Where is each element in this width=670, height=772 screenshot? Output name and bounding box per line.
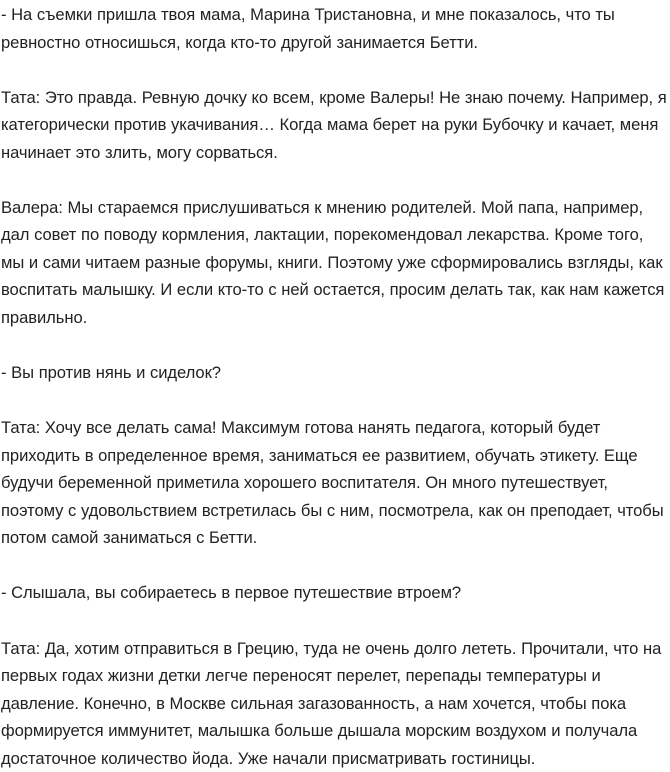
- paragraph-question-nannies: - Вы против нянь и сиделок?: [1, 363, 221, 383]
- paragraph-question-mother-jealousy: - На съемки пришла твоя мама, Марина Тристановна, и мне показалось, что ты ревностно относишься, когда кто-то другой занимается Бетти.: [1, 5, 615, 52]
- paragraph-question-first-trip: - Слышала, вы собираетесь в первое путешествие втроем?: [1, 583, 462, 603]
- paragraph-answer-tata-greece: Тата: Да, хотим отправиться в Грецию, туда не очень долго лететь. Прочитали, что на первых годах жизни детки легче переносят перелет, перепады температуры и давление. Конечно, в Москве сильная загазованность, а нам хочется, чтобы пока формируется иммунитет, малышка больше дышала морским воздухом и получала достаточное количество йода. Уже начали присматривать гостиницы.: [1, 638, 662, 768]
- paragraph-answer-tata-jealousy: Тата: Это правда. Ревную дочку ко всем, кроме Валеры! Не знаю почему. Например, я категорически против укачивания… Когда мама берет на руки Бубочку и качает, меня начинает это злить, могу сорваться.: [1, 87, 667, 162]
- paragraph-answer-valera-parents-advice: Валера: Мы стараемся прислушиваться к мнению родителей. Мой папа, например, дал совет по поводу кормления, лактации, порекомендовал лекарства. Кроме того, мы и сами читаем разные форумы, книги. Поэтому уже сформировались взгляды, как воспитать малышку. И если кто-то с ней остается, просим делать так, как нам кажется правильно.: [1, 197, 665, 328]
- paragraph-answer-tata-nannies: Тата: Хочу все делать сама! Максимум готова нанять педагога, который будет приходить в определенное время, заниматься ее развитием, обучать этикету. Еще будучи беременной приметила хорошего воспитателя. Он много путешествует, поэтому с удовольствием встретилась бы с ним, посмотрела, как он преподает, чтобы потом самой заниматься с Бетти.: [1, 418, 664, 548]
